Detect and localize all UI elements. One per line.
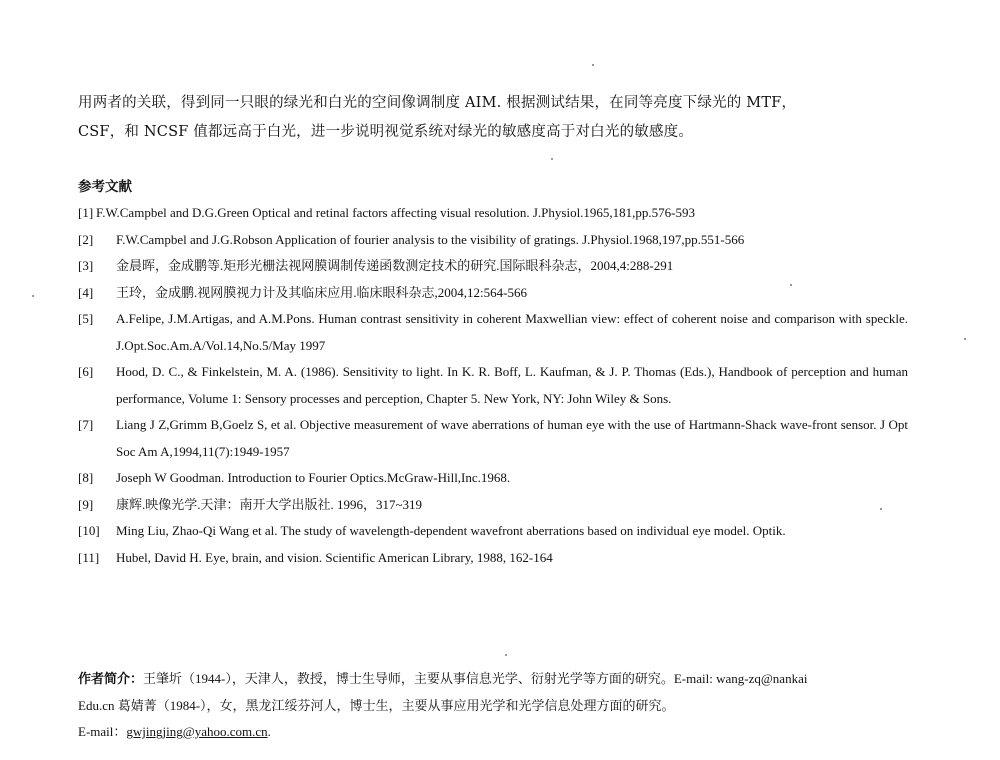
author-bio [78, 666, 908, 746]
email-suffix: . [267, 724, 271, 739]
reference-item [78, 465, 908, 492]
reference-text: F.W.Campbel and D.G.Green Optical and retinal factors affecting visual resolution. J.Physiol.1965,181,pp.576-593 [96, 205, 696, 220]
author-bio-line-2: Edu.cn 葛婧菁（1984-），女，黑龙江绥芬河人，博士生，主要从事应用光学和光学信息处理方面的研究。 [78, 697, 675, 713]
author-bio-label: 作者简介： [78, 671, 144, 686]
scan-speck [32, 295, 34, 297]
scan-speck [790, 284, 792, 286]
reference-number: [7] [78, 417, 94, 432]
reference-number: [10] [78, 523, 100, 538]
reference-number: [8] [78, 470, 94, 485]
reference-text: A.Felipe, J.M.Artigas, and A.M.Pons. Human contrast sensitivity in coherent Maxwellian view: effect of coherent noise and comparison with speckle. J.Opt.Soc.Am.A/Vol.14,No.5/May 1997 [116, 311, 908, 353]
reference-number: [4] [78, 284, 94, 300]
intro-line-2: CSF，和 NCSF 值都远高于白光，进一步说明视觉系统对绿光的敏感度高于对白光的敏感度。 [78, 124, 694, 140]
reference-item [78, 359, 908, 412]
author-email-line [78, 719, 908, 746]
author-bio-line-1 [78, 666, 908, 693]
reference-text: Joseph W Goodman. Introduction to Fourier Optics.McGraw-Hill,Inc.1968. [116, 470, 511, 485]
reference-text: Liang J Z,Grimm B,Goelz S, et al. Objective measurement of wave aberrations of human eye with the use of Hartmann-Shack wave-front sensor. J Opt Soc Am A,1994,11(7):1949-1957 [116, 417, 908, 459]
reference-text: 康辉.映像光学.天津：南开大学出版社. 1996，317~319 [116, 496, 423, 512]
email-link[interactable]: gwjingjing@yahoo.com.cn [126, 724, 268, 739]
email-label: E-mail： [78, 724, 127, 739]
author-bio-text-1: 王肇圻（1944-），天津人，教授，博士生导师，主要从事信息光学、衍射光学等方面的研究。E-mail: wang-zq@nankai [143, 671, 808, 686]
intro-paragraph [78, 89, 918, 147]
reference-text: F.W.Campbel and J.G.Robson Application of fourier analysis to the visibility of gratings. J.Physiol.1968,197,pp.551-566 [116, 231, 745, 247]
reference-text: 王玲，金成鹏.视网膜视力计及其临床应用.临床眼科杂志,2004,12:564-566 [116, 284, 527, 300]
scan-speck [964, 338, 966, 340]
reference-text: Hubel, David H. Eye, brain, and vision. Scientific American Library, 1988, 162-164 [116, 549, 553, 565]
reference-number: [11] [78, 549, 100, 565]
reference-item [78, 227, 908, 254]
reference-text: Hood, D. C., & Finkelstein, M. A. (1986). Sensitivity to light. In K. R. Boff, L. Kaufman, & J. P. Thomas (Eds.), Handbook of perception and human performance, Volume 1: Sensory processes and perception, Chapter 5. New York, NY: John Wiley & Sons. [116, 364, 908, 406]
reference-list [78, 200, 908, 571]
reference-number: [1] [78, 205, 94, 220]
reference-item [78, 200, 908, 227]
scan-speck [592, 64, 594, 66]
references-heading: 参考文献 [78, 179, 132, 195]
reference-number: [9] [78, 496, 94, 512]
reference-number: [3] [78, 258, 94, 273]
reference-text: Ming Liu, Zhao-Qi Wang et al. The study of wavelength-dependent wavefront aberrations based on individual eye model. Optik. [116, 523, 786, 538]
scan-speck [880, 508, 882, 510]
reference-number: [5] [78, 311, 94, 326]
reference-item [78, 545, 908, 572]
reference-item [78, 412, 908, 465]
reference-number: [6] [78, 364, 94, 379]
intro-line-1: 用两者的关联，得到同一只眼的绿光和白光的空间像调制度 AIM. 根据测试结果，在同等亮度下绿光的 MTF， [78, 95, 797, 111]
reference-item [78, 518, 908, 545]
reference-item [78, 280, 908, 307]
scan-speck [551, 158, 553, 160]
reference-item [78, 492, 908, 519]
scan-speck [505, 654, 507, 656]
reference-number: [2] [78, 231, 94, 247]
reference-item [78, 306, 908, 359]
reference-item [78, 253, 908, 280]
reference-text: 金晨晖，金成鹏等.矩形光栅法视网膜调制传递函数测定技术的研究.国际眼科杂志，2004,4:288-291 [116, 258, 674, 273]
